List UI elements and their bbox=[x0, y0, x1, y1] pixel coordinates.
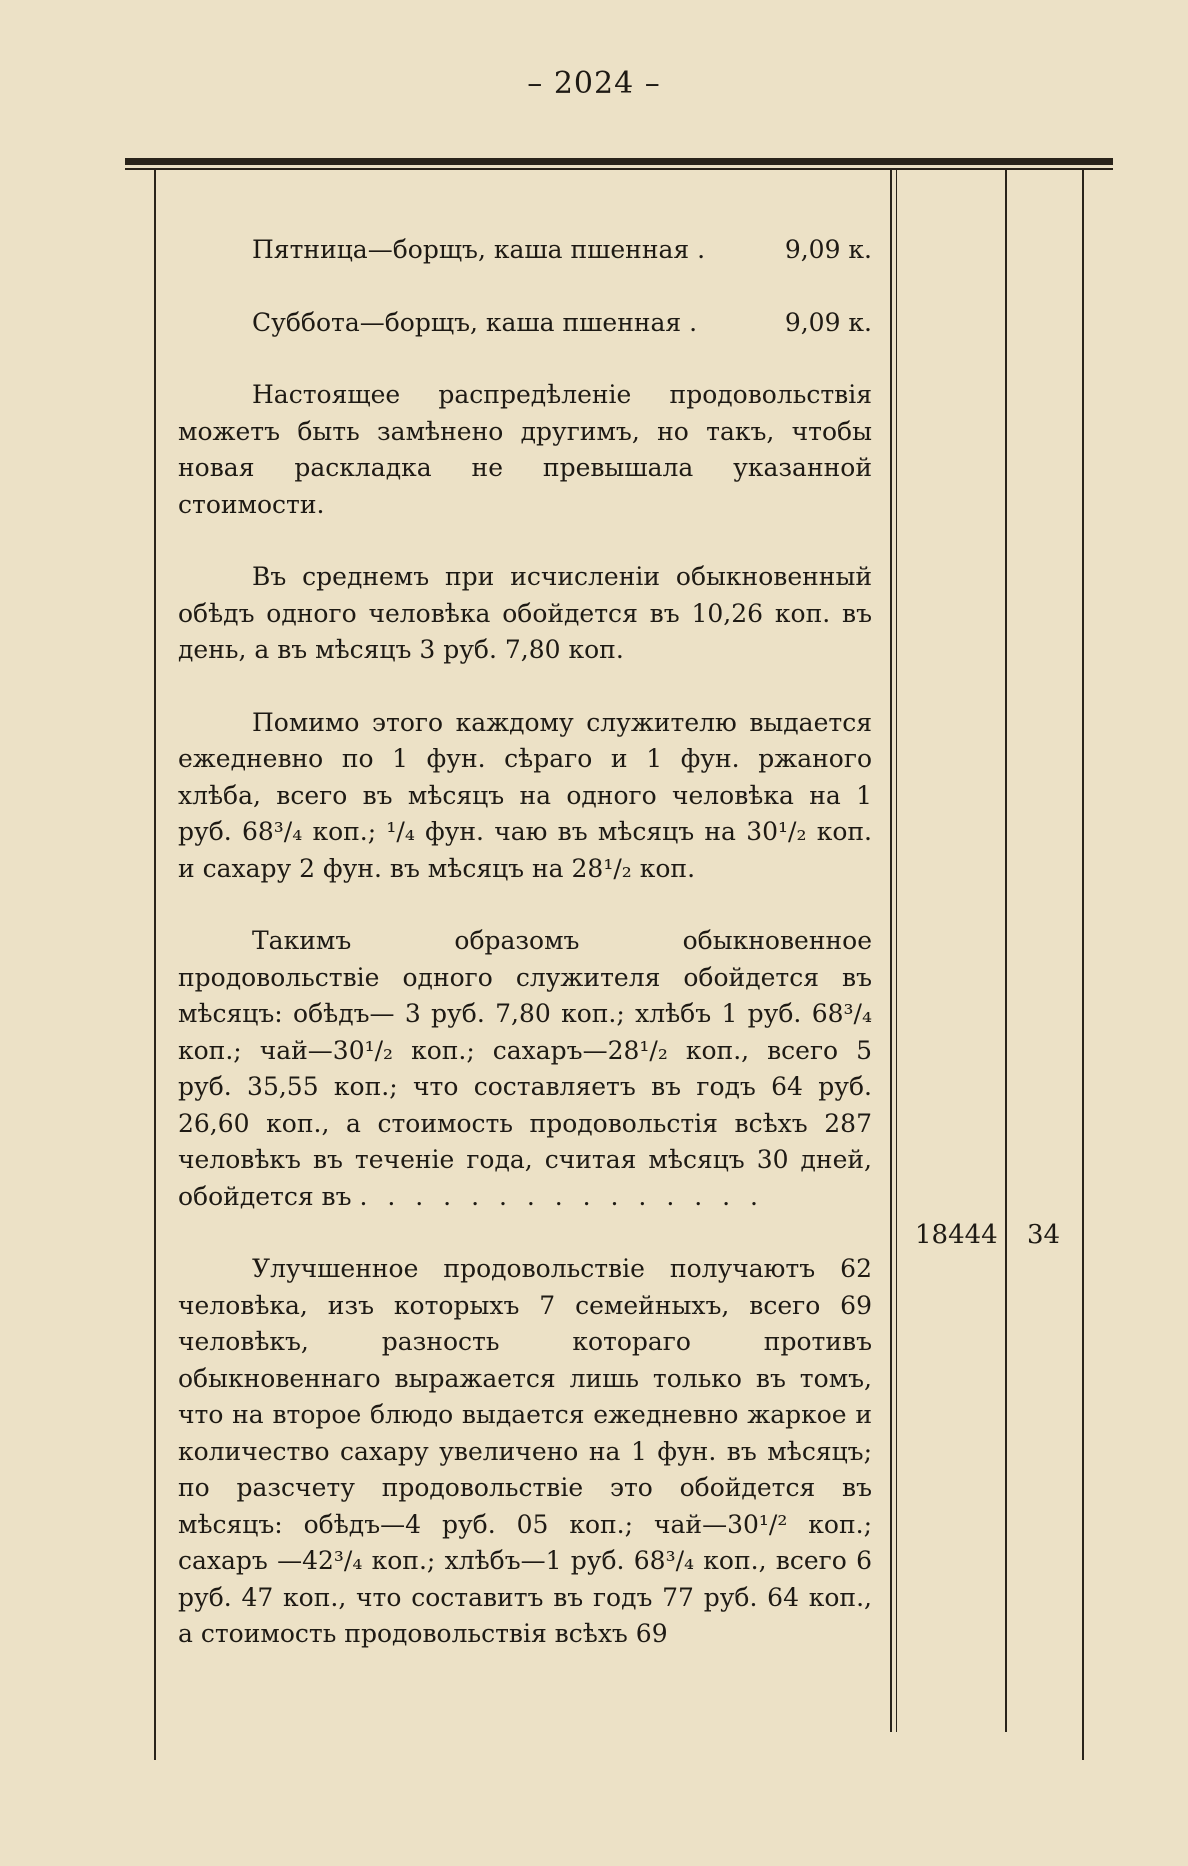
menu-line-saturday bbox=[178, 305, 872, 342]
paragraph-text: Такимъ образомъ обыкновенное продовольствіе одного служителя обойдется въ мѣсяцъ: обѣдъ— 3 руб. 7,80 коп.; хлѣбъ 1 руб. 68³/₄ коп.; чай—30¹/₂ коп.; сахаръ—28¹/₂ коп., всего 5 руб. 35,55 коп.; что составляетъ въ годъ 64 руб. 26,60 коп., а стоимость продовольстія всѣхъ 287 человѣкъ въ теченіе года, считая мѣсяцъ 30 дней, обойдется въ bbox=[178, 926, 872, 1211]
menu-price: 9,09 к. bbox=[784, 235, 872, 264]
dot-leaders: . . . . . . . . . . . . . . . bbox=[359, 1181, 764, 1211]
column-line-text-right-inner bbox=[896, 170, 897, 1732]
paragraph-average-dinner: Въ среднемъ при исчисленіи обыкновенный обѣдъ одного человѣка обойдется въ 10,26 коп. въ день, а въ мѣсяцъ 3 руб. 7,80 коп. bbox=[178, 562, 872, 664]
amount-kopecks: 34 bbox=[1027, 1220, 1061, 1250]
column-line-text-right bbox=[890, 170, 892, 1732]
paragraph-distribution: Настоящее распредѣленіе продовольствія можетъ быть замѣнено другимъ, но такъ, чтобы новая раскладка не превышала указанной стоимости. bbox=[178, 380, 872, 519]
column-line-right bbox=[1082, 170, 1084, 1760]
column-line-left bbox=[154, 170, 156, 1760]
menu-line-friday bbox=[178, 232, 872, 269]
header-rule-thin bbox=[125, 168, 1113, 170]
amount-rubles: 18444 bbox=[915, 1220, 998, 1250]
main-text-column bbox=[178, 232, 872, 1689]
column-line-rubles-right bbox=[1005, 170, 1007, 1732]
paragraph-ordinary-total bbox=[178, 923, 872, 1215]
menu-text: Суббота—борщъ, каша пшенная . bbox=[252, 307, 698, 337]
menu-price: 9,09 к. bbox=[784, 307, 872, 337]
header-rule-thick bbox=[125, 158, 1113, 165]
menu-text: Пятница—борщъ, каша пшенная . bbox=[252, 235, 706, 264]
page-number: – 2024 – bbox=[527, 66, 661, 101]
paragraph-improved: Улучшенное продовольствіе получаютъ 62 человѣка, изъ которыхъ 7 семейныхъ, всего 69 человѣкъ, разность котораго противъ обыкновеннаго выражается лишь только въ томъ, что на второе блюдо выдается ежедневно жаркое и количество сахару увеличено на 1 фун. въ мѣсяцъ; по разсчету продовольствіе это обойдется въ мѣсяцъ: обѣдъ—4 руб. 05 коп.; чай—30¹/² коп.; сахаръ —42³/₄ коп.; хлѣбъ—1 руб. 68³/₄ коп., всего 6 руб. 47 коп., что составитъ въ годъ 77 руб. 64 коп., а стоимость продовольствія всѣхъ 69 bbox=[178, 1254, 872, 1648]
paragraph-bread-tea-sugar: Помимо этого каждому служителю выдается ежедневно по 1 фун. сѣраго и 1 фун. ржаного хлѣба, всего въ мѣсяцъ на одного человѣка на 1 руб. 68³/₄ коп.; ¹/₄ фун. чаю въ мѣсяцъ на 30¹/₂ коп. и сахару 2 фун. въ мѣсяцъ на 28¹/₂ коп. bbox=[178, 707, 872, 883]
